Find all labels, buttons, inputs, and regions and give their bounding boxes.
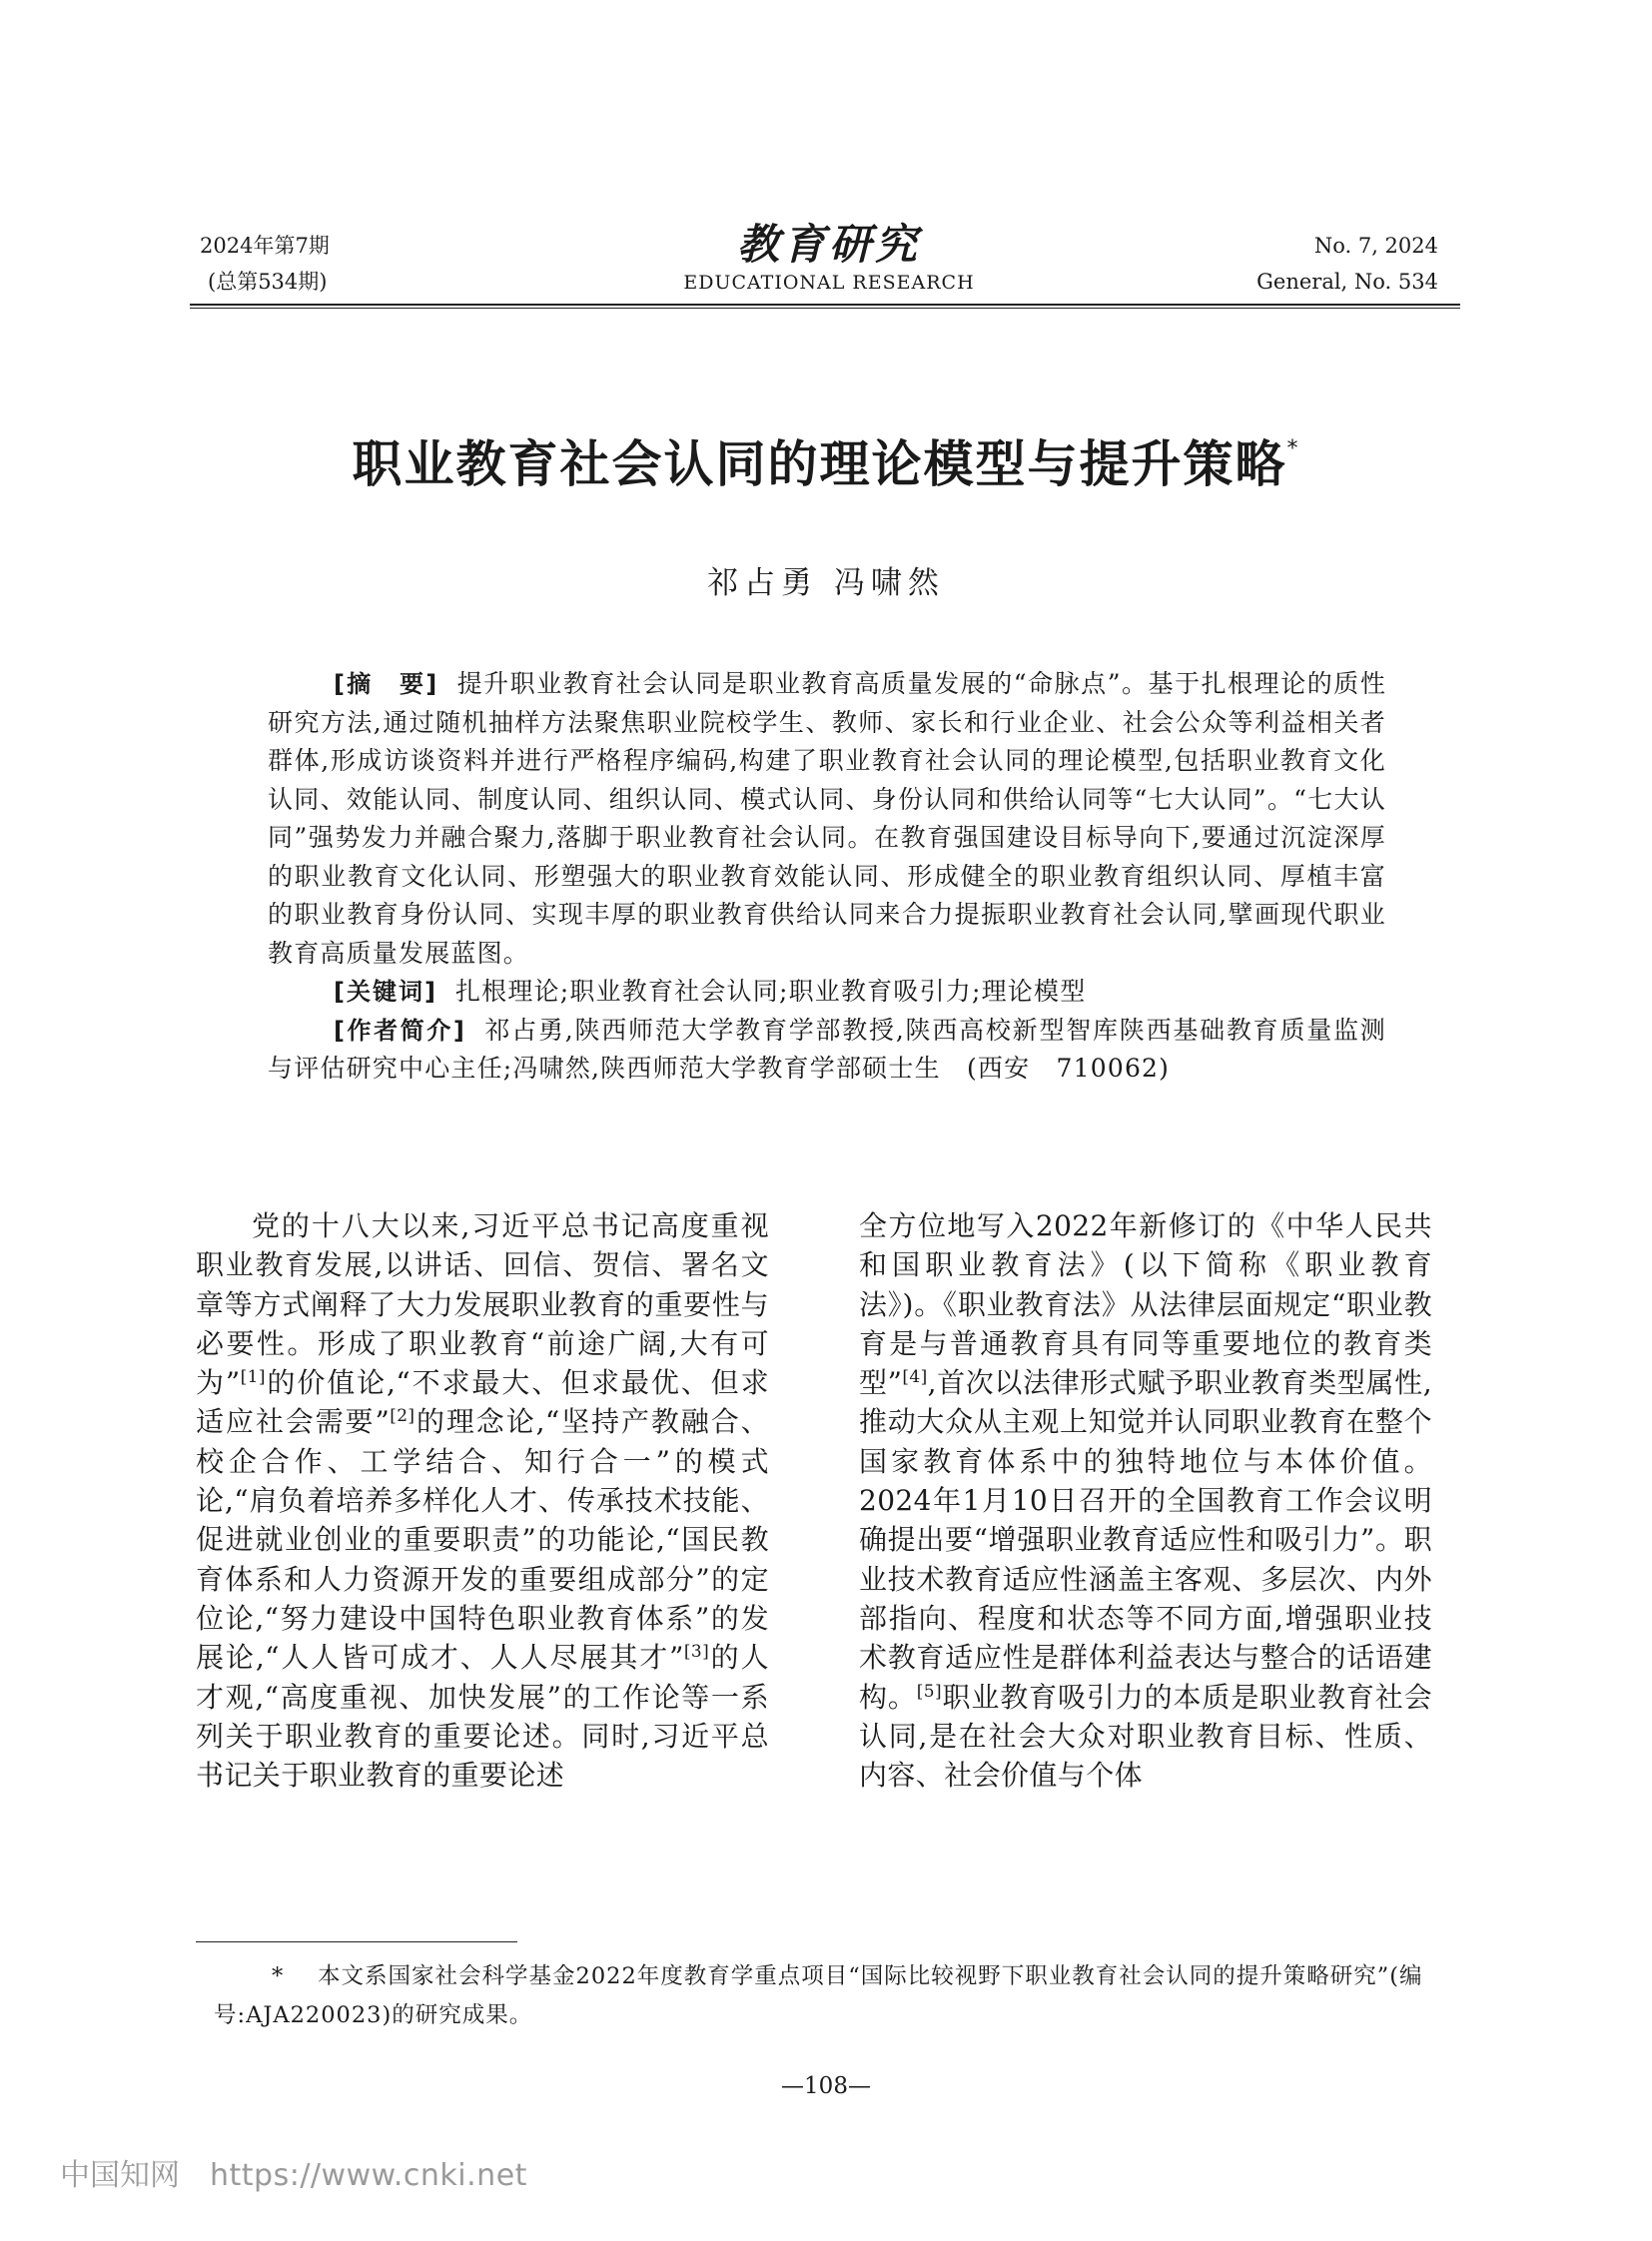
citation-ref: [4] (902, 1367, 928, 1388)
author-info-text: 祁占勇,陕西师范大学教育学部教授,陕西高校新型智库陕西基础教育质量监测与评估研究中心主任;冯啸然,陕西师范大学教育学部硕士生 (西安 710062) (268, 1015, 1387, 1083)
keywords-text: 扎根理论;职业教育社会认同;职业教育吸引力;理论模型 (454, 977, 1087, 1006)
watermark-cn: 中国知网 (60, 2158, 180, 2193)
title-footnote-mark: * (1286, 436, 1300, 461)
author-info-label: [作者简介] (334, 1016, 466, 1045)
issue-number-cn: 2024年第7期 (200, 234, 330, 258)
title-text: 职业教育社会认同的理论模型与提升策略 (352, 435, 1287, 493)
header-issue-en (1256, 228, 1438, 300)
footnote (214, 1957, 1442, 2035)
issue-total-cn: (总第534期) (208, 270, 328, 294)
abstract-paragraph (268, 665, 1386, 973)
keywords-paragraph (268, 973, 1386, 1012)
keywords-label: [关键词] (334, 978, 437, 1006)
issue-total-en: General, No. 534 (1256, 270, 1438, 294)
body-text (196, 1206, 1459, 1925)
page-number: —108— (781, 2073, 871, 2099)
citation-ref: [1] (240, 1367, 266, 1388)
footnote-mark: * (272, 1963, 285, 1989)
abstract-label: [摘 要] (334, 670, 439, 698)
journal-logo (669, 220, 989, 296)
abstract-block (268, 665, 1386, 1089)
header-issue-cn (200, 228, 330, 300)
author-info-paragraph (268, 1012, 1386, 1089)
body-text-segment: 职业教育吸引力的本质是职业教育社会认同,是在社会大众对职业教育目标、性质、内容、社会价值与个体 (859, 1680, 1432, 1793)
citation-ref: [2] (390, 1406, 415, 1427)
header-rule (190, 304, 1460, 309)
citation-ref: [5] (916, 1681, 943, 1702)
journal-name-cn: 教育研究 (736, 220, 921, 269)
paper-authors: 祁占勇 冯啸然 (707, 565, 945, 601)
journal-header (190, 220, 1458, 308)
body-text-segment: 党的十八大以来,习近平总书记高度重视职业教育发展,以讲话、回信、贺信、署名文章等方式阐释了大力发展职业教育的重要性与必要性。形成了职业教育“前途广阔,大有可为” (196, 1209, 769, 1400)
abstract-text: 提升职业教育社会认同是职业教育高质量发展的“命脉点”。基于扎根理论的质性研究方法,通过随机抽样方法聚焦职业院校学生、教师、家长和行业企业、社会公众等利益相关者群体,形成访谈资料并进行严格程序编码,构建了职业教育社会认同的理论模型,包括职业教育文化认同、效能认同、制度认同、组织认同、模式认同、身份认同和供给认同等“七大认同”。“七大认同”强势发力并融合聚力,落脚于职业教育社会认同。在教育强国建设目标导向下,要通过沉淀深厚的职业教育文化认同、形塑强大的职业教育效能认同、形成健全的职业教育组织认同、厚植丰富的职业教育身份认同、实现丰厚的职业教育供给认同来合力提振职业教育社会认同,擘画现代职业教育高质量发展蓝图。 (268, 669, 1387, 968)
body-text-segment: 的理念论,“坚持产教融合、校企合作、工学结合、知行合一”的模式论,“肩负着培养多样化人才、传承技术技能、促进就业创业的重要职责”的功能论,“国民教育体系和人力资源开发的重要组成部分”的定位论,“努力建设中国特色职业教育体系”的发展论,“人人皆可成才、人人尽展其才” (196, 1405, 769, 1675)
footnote-text: 本文系国家社会科学基金2022年度教育学重点项目“国际比较视野下职业教育社会认同的提升策略研究”(编号:AJA220023)的研究成果。 (214, 1963, 1423, 2028)
cnki-watermark (60, 2150, 527, 2194)
body-column-left (196, 1206, 769, 1795)
footnote-rule (196, 1941, 517, 1942)
body-text-segment: 全方位地写入2022年新修订的《中华人民共和国职业教育法》(以下简称《职业教育法》)。《职业教育法》从法律层面规定“职业教育是与普通教育具有同等重要地位的教育类型” (859, 1209, 1432, 1400)
body-column-right (859, 1206, 1432, 1795)
watermark-url[interactable]: https://www.cnki.net (210, 2158, 527, 2193)
body-text-segment: ,首次以法律形式赋予职业教育类型属性,推动大众从主观上知觉并认同职业教育在整个国家教育体系中的独特地位与本体价值。2024年1月10日召开的全国教育工作会议明确提出要“增强职业教育适应性和吸引力”。职业技术教育适应性涵盖主客观、多层次、内外部指向、程度和状态等不同方面,增强职业技术教育适应性是群体利益表达与整合的话语建构。 (859, 1366, 1432, 1714)
body-text-segment: 的人才观,“高度重视、加快发展”的工作论等一系列关于职业教育的重要论述。同时,习近平总书记关于职业教育的重要论述 (196, 1641, 769, 1793)
journal-name-en: EDUCATIONAL RESEARCH (683, 272, 975, 294)
issue-number-en: No. 7, 2024 (1313, 234, 1438, 258)
paper-title (0, 424, 1652, 496)
body-text-segment: 的价值论,“不求最大、但求最优、但求适应社会需要” (196, 1366, 769, 1439)
citation-ref: [3] (683, 1642, 710, 1663)
